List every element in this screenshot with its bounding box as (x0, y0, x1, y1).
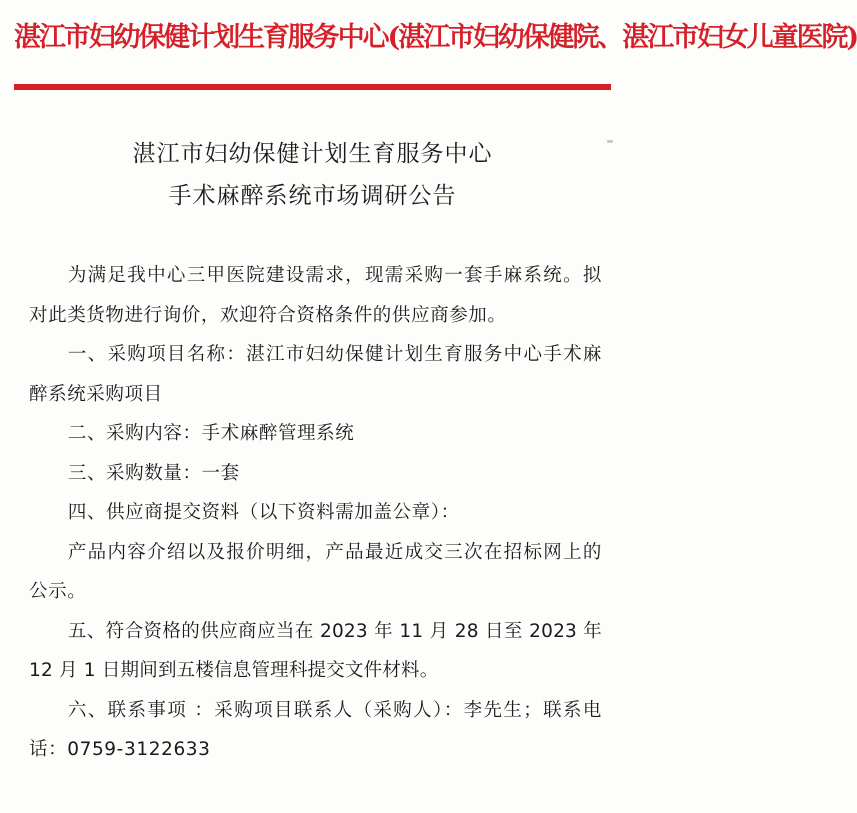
organization-header: 湛江市妇幼保健计划生育服务中心(湛江市妇幼保健院、湛江市妇女儿童医院) (14, 22, 857, 53)
announcement-body (29, 256, 602, 770)
document-title-line1: 湛江市妇幼保健计划生育服务中心 (132, 141, 493, 167)
item-submission-period: 五、符合资格的供应商应当在 2023 年 11 月 28 日至 2023 年 12 月 1 日期间到五楼信息管理科提交文件材料。 (29, 620, 602, 681)
item-contact: 六、联系事项 ：采购项目联系人（采购人）：李先生；联系电话：0759-3122633 (29, 699, 602, 760)
item-submission-materials: 四、供应商提交资料（以下资料需加盖公章）： (67, 502, 460, 523)
item-procurement-content: 二、采购内容：手术麻醉管理系统 (67, 423, 355, 444)
item-quantity: 三、采购数量：一套 (67, 462, 240, 484)
item-submission-detail: 产品内容介绍以及报价明细，产品最近成交三次在招标网上的公示。 (29, 541, 602, 602)
document-title-line2: 手术麻醉系统市场调研公告 (168, 183, 457, 209)
intro-paragraph: 为满足我中心三甲医院建设需求，现需采购一套手麻系统。拟对此类货物进行询价，欢迎符合资格条件的供应商参加。 (29, 265, 602, 326)
scan-mark (607, 140, 613, 143)
item-project-name: 一、采购项目名称：湛江市妇幼保健计划生育服务中心手术麻醉系统采购项目 (29, 344, 602, 405)
header-red-rule (14, 84, 611, 90)
